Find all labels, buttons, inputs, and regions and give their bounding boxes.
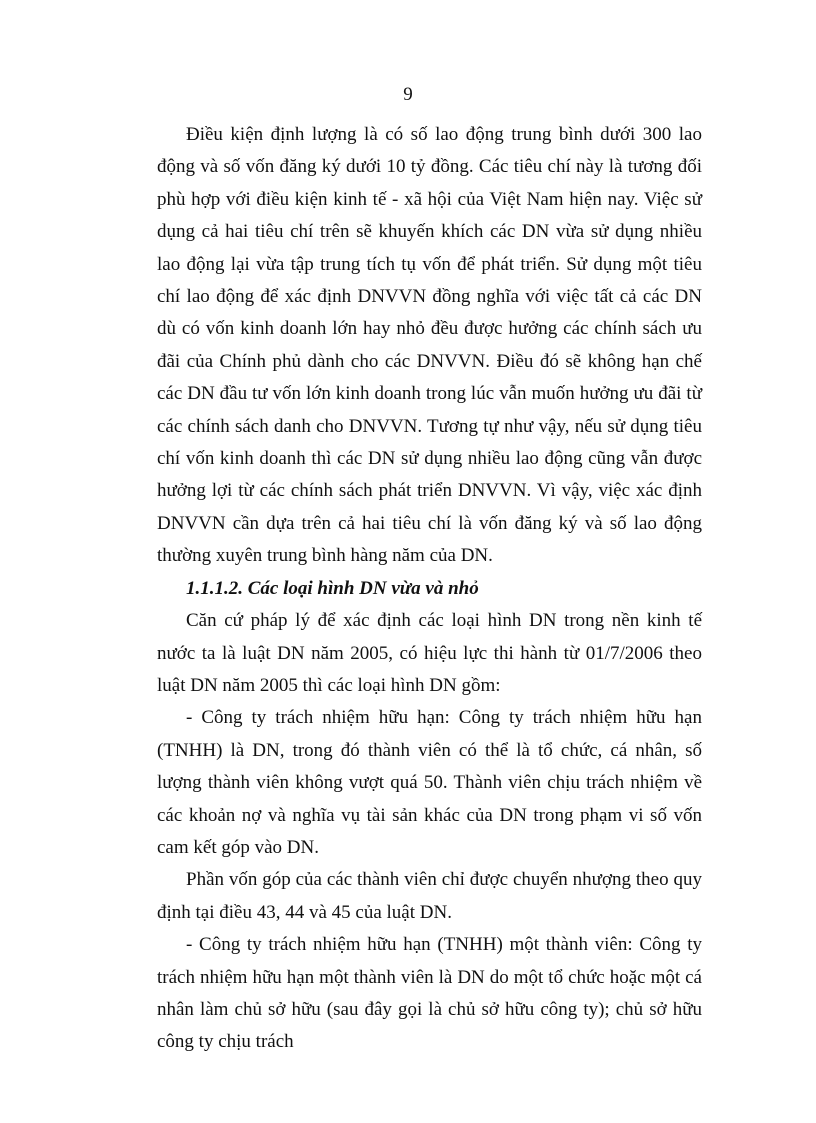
paragraph: Phần vốn góp của các thành viên chỉ được chuyển nhượng theo quy định tại điều 43, 44 và 45 của luật DN.	[157, 869, 702, 923]
paragraph: Điều kiện định lượng là có số lao động trung bình dưới 300 lao động và số vốn đăng ký dưới 10 tỷ đồng. Các tiêu chí này là tương đối phù hợp với điều kiện kinh tế - xã hội của Việt Nam hiện nay. Việc sử dụng cả hai tiêu chí trên sẽ khuyến khích các DN vừa sử dụng nhiều lao động lại vừa tập trung tích tụ vốn để phát triển. Sử dụng một tiêu chí lao động để xác định DNVVN đồng nghĩa với việc tất cả các DN dù có vốn kinh doanh lớn hay nhỏ đều được hưởng các chính sách ưu đãi của Chính phủ dành cho các DNVVN. Điều đó sẽ không hạn chế các DN đầu tư vốn lớn kinh doanh trong lúc vẫn muốn hưởng ưu đãi từ các chính sách danh cho DNVVN. Tương tự như vậy, nếu sử dụng tiêu chí vốn kinh doanh thì các DN sử dụng nhiều lao động cũng vẫn được hưởng lợi từ các chính sách phát triển DNVVN. Vì vậy, việc xác định DNVVN cần dựa trên cả hai tiêu chí là vốn đăng ký và số lao động thường xuyên trung bình hàng năm của DN.	[157, 124, 702, 567]
document-body	[157, 119, 702, 1059]
paragraph: - Công ty trách nhiệm hữu hạn: Công ty trách nhiệm hữu hạn (TNHH) là DN, trong đó thành viên có thể là tổ chức, cá nhân, số lượng thành viên không vượt quá 50. Thành viên chịu trách nhiệm về các khoản nợ và nghĩa vụ tài sản khác của DN trong phạm vi số vốn cam kết góp vào DN.	[157, 707, 702, 858]
section-heading: 1.1.1.2. Các loại hình DN vừa và nhỏ	[186, 577, 479, 599]
paragraph: Căn cứ pháp lý để xác định các loại hình DN trong nền kinh tế nước ta là luật DN năm 2005, có hiệu lực thi hành từ 01/7/2006 theo luật DN năm 2005 thì các loại hình DN gồm:	[157, 610, 702, 696]
paragraph: - Công ty trách nhiệm hữu hạn (TNHH) một thành viên: Công ty trách nhiệm hữu hạn một thành viên là DN do một tổ chức hoặc một cá nhân làm chủ sở hữu (sau đây gọi là chủ sở hữu công ty); chủ sở hữu công ty chịu trách	[157, 934, 702, 1053]
page-number: 9	[403, 84, 413, 105]
